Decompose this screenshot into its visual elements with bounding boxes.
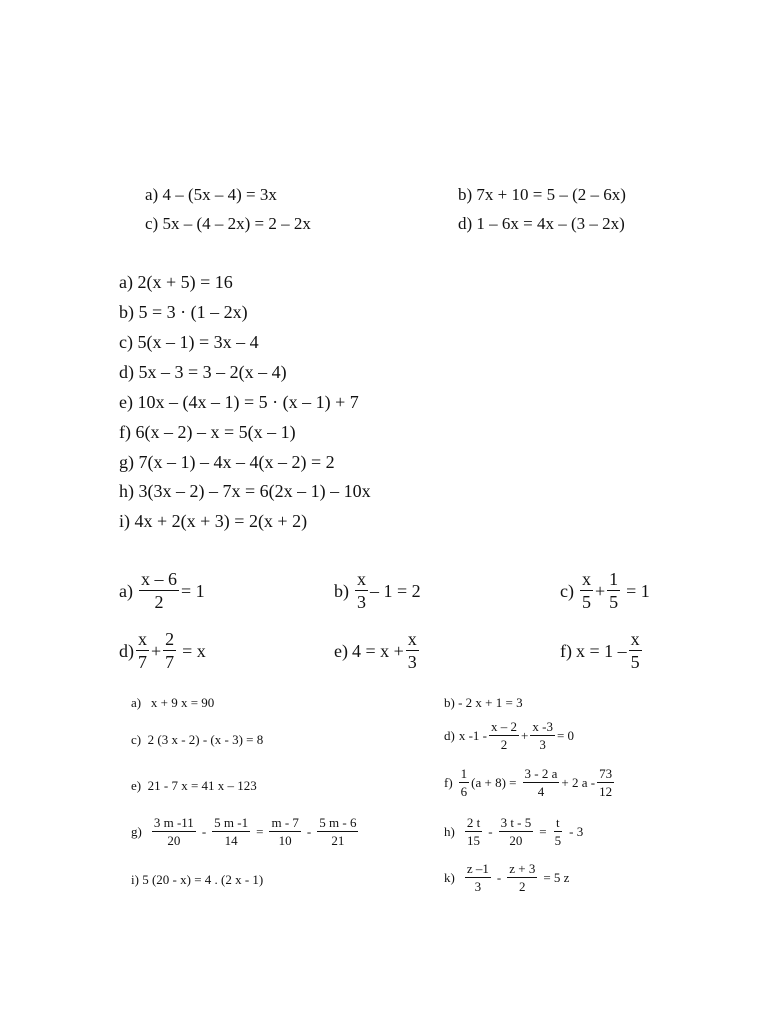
exercise-1c: c) 5x – (4 – 2x) = 2 – 2x	[145, 214, 311, 233]
fraction: $\frac{1}{5}$	[609, 569, 619, 612]
exercise-4f: f) $\frac{1}{6}$ (a + 8) = $\frac{3 - 2 a}{4}$ + 2 a - $\frac{73}{12}$	[444, 766, 613, 799]
exercise-2i: i) 4x + 2(x + 3) = 2(x + 2)	[119, 511, 308, 531]
exercise-1a: a) 4 – (5x – 4) = 3x	[145, 185, 277, 204]
fraction: $\frac{73}{12}$	[599, 766, 613, 799]
exercise-3a: a) $\frac{x - 6}{2}$ = 1	[119, 569, 205, 612]
exercise-3e: e) 4 = x + $\frac{x}{3}$	[334, 629, 417, 672]
fraction: $\frac{5 m - 6}{21}$	[319, 815, 357, 848]
exercise-4e: e) 21 - 7 x = 41 x – 123	[131, 778, 257, 793]
fraction: $\frac{x -3}{3}$	[532, 719, 553, 752]
exercise-2e: e) 10x – (4x – 1) = 5 · (x – 1) + 7	[119, 392, 359, 412]
exercise-2c: c) 5(x – 1) = 3x – 4	[119, 332, 259, 352]
exercise-2f: f) 6(x – 2) – x = 5(x – 1)	[119, 422, 296, 442]
fraction: $\frac{x}{5}$	[630, 629, 640, 672]
exercise-1d: d) 1 – 6x = 4x – (3 – 2x)	[458, 214, 625, 233]
exercise-3d: d) $\frac{x}{7}$ + $\frac{2}{7}$ = x	[119, 629, 206, 672]
exercise-4a: a) x + 9 x = 90	[131, 695, 215, 710]
exercise-2a: a) 2(x + 5) = 16	[119, 272, 233, 292]
fraction: $\frac{x}{7}$	[138, 629, 147, 672]
fraction: $\frac{z -1}{3}$	[466, 861, 489, 894]
fraction: $\frac{t}{5}$	[554, 815, 562, 848]
fraction: $\frac{x}{5}$	[581, 569, 591, 612]
exercise-4b: b) - 2 x + 1 = 3	[444, 695, 523, 710]
fraction: $\frac{5 m -1}{14}$	[214, 815, 249, 848]
fraction: $\frac{1}{6}$	[460, 766, 468, 799]
exercise-4c: c) 2 (3 x - 2) - (x - 3) = 8	[131, 732, 264, 747]
fraction: $\frac{2 t}{15}$	[466, 815, 481, 848]
exercise-4h: h) $\frac{2 t}{15}$ - $\frac{3 t - 5}{20}$ = $\frac{t}{5}$ - 3	[444, 815, 584, 848]
exercise-3b: b) $\frac{x}{3}$ – 1 = 2	[334, 569, 421, 612]
exercise-2h: h) 3(3x – 2) – 7x = 6(2x – 1) – 10x	[119, 481, 371, 501]
fraction: $\frac{x - 6}{2}$	[140, 569, 177, 612]
fraction: $\frac{z + 3}{2}$	[509, 861, 536, 894]
exercise-2g: g) 7(x – 1) – 4x – 4(x – 2) = 2	[119, 452, 335, 472]
fraction: $\frac{3 t - 5}{20}$	[500, 815, 532, 848]
fraction: $\frac{x}{3}$	[407, 629, 417, 672]
fraction: $\frac{3 - 2 a}{4}$	[524, 766, 558, 799]
exercise-1b: b) 7x + 10 = 5 – (2 – 6x)	[458, 185, 626, 204]
exercise-4d: d) x -1 - $\frac{x - 2}{2}$ + $\frac{x -3}{3}$ = 0	[444, 719, 575, 752]
exercise-4i: i) 5 (20 - x) = 4 . (2 x - 1)	[131, 872, 264, 887]
exercise-2b: b) 5 = 3 · (1 – 2x)	[119, 302, 248, 322]
exercise-4g: g) $\frac{3 m -11}{20}$ - $\frac{5 m -1}{14}$ = $\frac{m - 7}{10}$ - $\frac{5 m - 6}{21}$	[131, 815, 357, 848]
fraction: $\frac{m - 7}{10}$	[271, 815, 299, 848]
fraction: $\frac{3 m -11}{20}$	[153, 815, 194, 848]
fraction: $\frac{2}{7}$	[165, 629, 175, 672]
fraction: $\frac{x}{3}$	[357, 569, 366, 612]
exercise-3c: c) $\frac{x}{5}$ + $\frac{1}{5}$ = 1	[560, 569, 650, 612]
exercise-3f: f) x = 1 – $\frac{x}{5}$	[560, 629, 640, 672]
fraction: $\frac{x - 2}{2}$	[491, 719, 518, 752]
exercise-2d: d) 5x – 3 = 3 – 2(x – 4)	[119, 362, 287, 382]
exercise-4k: k) $\frac{z -1}{3}$ - $\frac{z + 3}{2}$ = 5 z	[444, 861, 570, 894]
